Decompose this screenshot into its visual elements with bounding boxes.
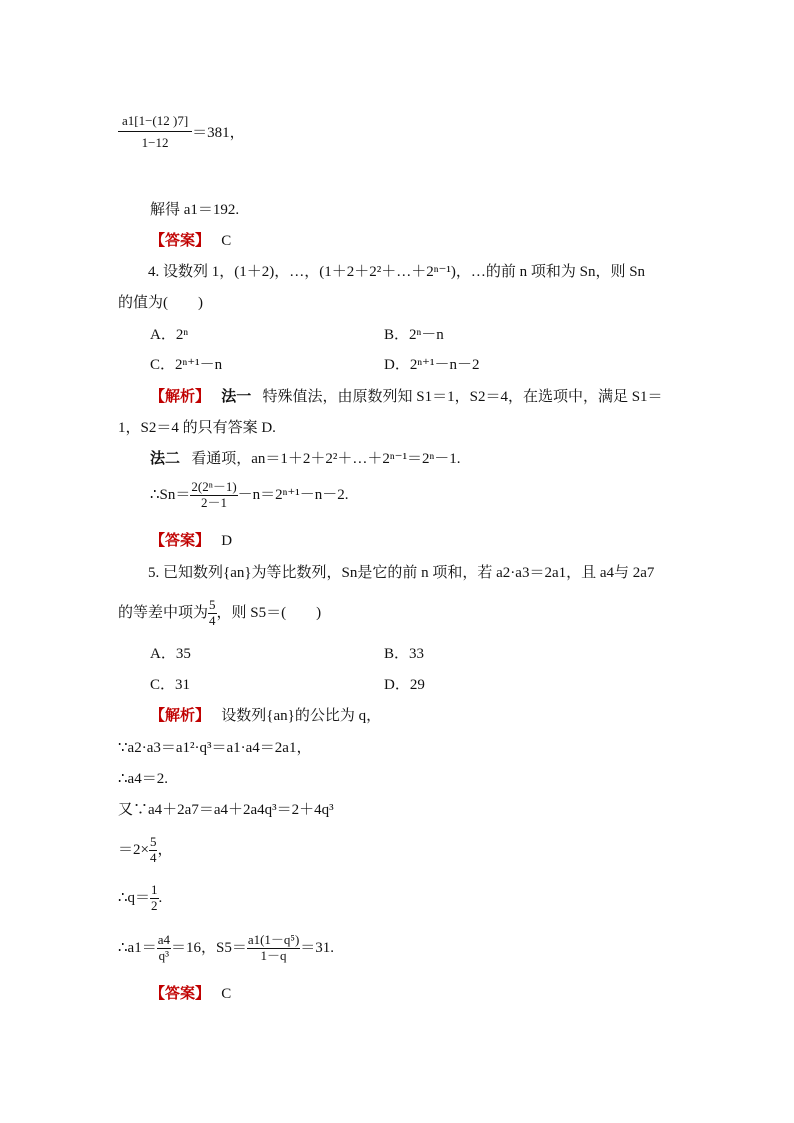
step5-denominator: 2	[151, 897, 158, 913]
q5-step3: 又∵a4＋2a7＝a4＋2a4q³＝2＋4q³	[118, 802, 334, 818]
answer-tag: 【答案】	[150, 533, 211, 549]
q5-jiexi-line	[150, 706, 381, 726]
q4-option-d: D．2ⁿ⁺¹－n－2	[384, 357, 480, 373]
sum-fraction	[118, 112, 192, 155]
q4-option-a: A．2ⁿ	[150, 327, 189, 343]
sn-numerator: 2(2ⁿ－1)	[191, 479, 237, 494]
answer-value: C	[221, 986, 232, 1002]
q5-option-a: A．35	[150, 646, 191, 662]
q5-option-d: D．29	[384, 677, 425, 693]
q4-jiexi-line	[150, 387, 663, 407]
q4-option-b: B．2ⁿ－n	[384, 327, 444, 343]
answer-line-4	[150, 531, 232, 551]
sn-fraction	[190, 480, 237, 511]
q5-stem-line1: 5. 已知数列{an}为等比数列，Sn是它的前 n 项和，若 a2·a3＝2a1，且 a4与 2a7	[148, 565, 655, 581]
q5-stem-fraction	[208, 598, 217, 629]
answer-line-3	[150, 231, 231, 251]
method2-line	[150, 449, 461, 469]
step6-numerator2: a1(1－q⁵)	[247, 932, 300, 947]
q5-stem-numerator: 5	[209, 597, 216, 612]
step6-denominator2: 1－q	[260, 947, 287, 963]
method1-label: 法一	[221, 389, 252, 405]
step5-tail: .	[158, 889, 163, 906]
step5-lead: ∴q＝	[118, 889, 151, 906]
q5-step5	[118, 883, 162, 914]
q5-stem-tail: ，则 S5＝( )	[216, 604, 322, 621]
method1-text: 特殊值法，由原数列知 S1＝1，S2＝4，在选项中，满足 S1＝	[262, 389, 663, 405]
sum-fraction-denominator: 1−12	[141, 134, 169, 150]
answer-value: D	[221, 533, 233, 549]
q4-stem-line1: 4. 设数列 1，(1＋2)，…，(1＋2＋2²＋…＋2ⁿ⁻¹)，…的前 n 项和为 Sn，则 Sn	[148, 264, 646, 280]
method2-text: 看通项，an＝1＋2＋2²＋…＋2ⁿ⁻¹＝2ⁿ－1.	[191, 451, 461, 467]
sum-equation-tail: ＝381，	[192, 124, 245, 141]
sum-equation	[118, 112, 245, 155]
q5-stem-lead: 的等差中项为	[118, 604, 209, 621]
sum-fraction-numerator: a1[1−(12 )7]	[118, 112, 192, 132]
q4-stem-line2: 的值为( )	[118, 295, 203, 311]
answer-tag: 【答案】	[150, 233, 211, 249]
answer-line-5	[150, 984, 231, 1004]
q5-step6	[118, 933, 334, 964]
method1-continuation: 1，S2＝4 的只有答案 D.	[118, 420, 276, 436]
step4-lead: ＝2×	[118, 841, 149, 858]
sn-tail: －n＝2ⁿ⁺¹－n－2.	[237, 486, 349, 503]
step6-lead: ∴a1＝	[118, 939, 157, 956]
jiexi-text: 设数列{an}的公比为 q，	[221, 708, 382, 724]
sn-denominator: 2－1	[201, 494, 228, 510]
step5-numerator: 1	[151, 882, 158, 897]
q5-stem-denominator: 4	[209, 612, 216, 628]
step4-numerator: 5	[149, 834, 157, 849]
jiexi-tag: 【解析】	[150, 389, 211, 405]
step6-numerator: a4	[157, 932, 170, 947]
answer-value: C	[221, 233, 232, 249]
sn-formula	[150, 480, 349, 511]
step5-fraction	[150, 883, 159, 914]
answer-tag: 【答案】	[150, 986, 211, 1002]
solve-line: 解得 a1＝192.	[150, 202, 240, 218]
step6-mid: ＝16，S5＝	[170, 939, 247, 956]
q4-option-c: C．2ⁿ⁺¹－n	[150, 357, 223, 373]
q5-stem-line2	[118, 598, 321, 629]
q5-step2: ∴a4＝2.	[118, 771, 168, 787]
sn-lead: ∴Sn＝	[150, 486, 191, 503]
step4-tail: ，	[157, 841, 173, 858]
jiexi-tag: 【解析】	[150, 708, 211, 724]
q5-step4	[118, 835, 172, 866]
q5-option-c: C．31	[150, 677, 191, 693]
step6-fraction-a1	[157, 933, 171, 964]
method2-label: 法二	[150, 451, 181, 467]
step4-denominator: 4	[149, 849, 157, 865]
q5-step1: ∵a2·a3＝a1²·q³＝a1·a4＝2a1，	[118, 740, 312, 756]
q5-option-b: B．33	[384, 646, 425, 662]
step6-tail: ＝31.	[300, 939, 335, 956]
step6-denominator: q³	[158, 947, 170, 963]
step6-fraction-s5	[247, 933, 300, 964]
